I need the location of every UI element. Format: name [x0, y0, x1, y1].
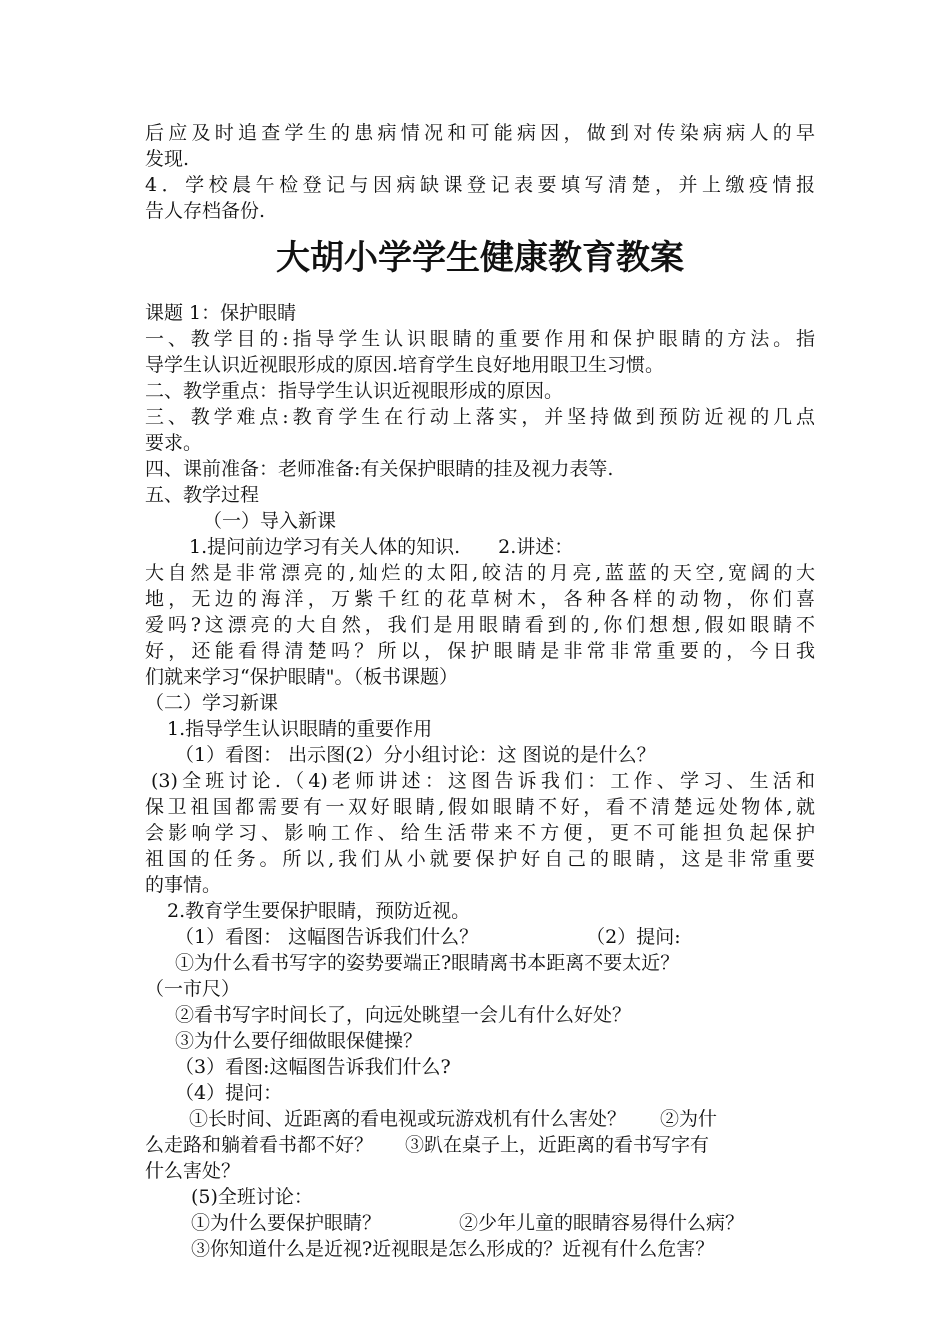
intro-line-4: 告人存档备份.	[145, 200, 266, 222]
section-1-heading: （一）导入新课	[203, 510, 337, 532]
para-2-line-5: 的事情。	[145, 874, 222, 896]
para-2-line-2: 保卫祖国都需要有一双好眼睛,假如眼睛不好，看不清楚远处物体,就	[145, 796, 815, 818]
section-1-item-a: 1.提问前边学习有关人体的知识.	[189, 536, 461, 558]
question-4-part-b: ②为什	[660, 1108, 718, 1130]
para-1-line-2: 地，无边的海洋，万紫千红的花草树木，各种各样的动物，你们喜	[145, 588, 815, 610]
section-2-heading: （二）学习新课	[145, 692, 279, 714]
intro-line-1: 后应及时追查学生的患病情况和可能病因，做到对传染病病人的早	[145, 122, 815, 144]
para-1-line-5: 们就来学习“保护眼睛"。（板书课题）	[145, 666, 458, 688]
para-2-line-4: 祖国的任务。所以,我们从小就要保护好自己的眼睛，这是非常重要	[145, 848, 815, 870]
question-2: ②看书写字时间长了，向远处眺望一会儿有什么好处？	[175, 1004, 632, 1026]
question-1-line-2: （一市尺）	[145, 978, 241, 1000]
section-2-item-1: 1.指导学生认识眼睛的重要作用	[167, 718, 433, 740]
section-2-item-3: （3）看图:这幅图告诉我们什么?	[175, 1056, 451, 1078]
difficulty-line-2: 要求。	[145, 432, 203, 454]
section-2-item-5: (5)全班讨论：	[191, 1186, 313, 1208]
section-2-item-2a: （1）看图： 这幅图告诉我们什么？	[175, 926, 479, 948]
focus-line: 二、教学重点：指导学生认识近视眼形成的原因。	[145, 380, 564, 402]
prep-line: 四、课前准备：老师准备:有关保护眼睛的挂及视力表等.	[145, 458, 614, 480]
question-4-line-3: 什么害处？	[145, 1160, 241, 1182]
section-1-items	[145, 534, 815, 560]
section-1-item-b: 2.讲述：	[498, 536, 574, 558]
section-2-item-1a: （1）看图： 出示图(2）分小组讨论：这 图说的是什么？	[175, 744, 656, 766]
question-3: ③为什么要仔细做眼保健操？	[175, 1030, 423, 1052]
section-2-item-4: （4）提问：	[175, 1082, 283, 1104]
document-body	[145, 120, 815, 1262]
discussion-q2: ②少年儿童的眼睛容易得什么病？	[459, 1212, 745, 1234]
discussion-q1: ①为什么要保护眼睛？	[191, 1212, 382, 1234]
para-1-line-3: 爱吗?这漂亮的大自然，我们是用眼睛看到的,你们想想,假如眼睛不	[145, 614, 815, 636]
intro-line-3: 4．学校晨午检登记与因病缺课登记表要填写清楚，并上缴疫情报	[145, 174, 815, 196]
question-4-part-a: ①长时间、近距离的看电视或玩游戏机有什么害处？	[189, 1108, 627, 1130]
difficulty-line-1: 三、教学难点:教育学生在行动上落实，并坚持做到预防近视的几点	[145, 406, 815, 428]
discussion-row-1	[145, 1210, 815, 1236]
question-4-part-c: 么走路和躺着看书都不好？	[145, 1134, 374, 1156]
para-2-line-3: 会影响学习、影响工作、给生活带来不方便，更不可能担负起保护	[145, 822, 815, 844]
page-title: 大胡小学学生健康教育教案	[276, 238, 684, 278]
process-heading: 五、教学过程	[145, 484, 260, 506]
section-2-item-2: 2.教育学生要保护眼睛，预防近视。	[167, 900, 471, 922]
lesson-topic: 课题 1：保护眼睛	[145, 302, 297, 324]
question-4-line-1	[145, 1106, 815, 1132]
question-1-line-1: ①为什么看书写字的姿势要端正?眼睛离书本距离不要太近？	[175, 952, 680, 974]
goal-line-1: 一、教学目的:指导学生认识眼睛的重要作用和保护眼睛的方法。指	[145, 328, 815, 350]
section-2-item-2b: （2）提问:	[586, 926, 681, 948]
para-2-line-1: (3)全班讨论.（4)老师讲述：这图告诉我们：工作、学习、生活和	[151, 770, 815, 792]
section-2-item-2-row	[145, 924, 815, 950]
goal-line-2: 导学生认识近视眼形成的原因.培育学生良好地用眼卫生习惯。	[145, 354, 665, 376]
intro-line-2: 发现.	[145, 148, 190, 170]
para-1-line-4: 好，还能看得清楚吗？所以，保护眼睛是非常非常重要的，今日我	[145, 640, 815, 662]
question-4-line-2	[145, 1132, 815, 1158]
para-1-line-1: 大自然是非常漂亮的,灿烂的太阳,皎洁的月亮,蓝蓝的天空,宽阔的大	[145, 562, 815, 584]
discussion-q3: ③你知道什么是近视?近视眼是怎么形成的？近视有什么危害？	[191, 1238, 715, 1260]
question-5-part-a: ③趴在桌子上，近距离的看书写字有	[405, 1134, 710, 1156]
